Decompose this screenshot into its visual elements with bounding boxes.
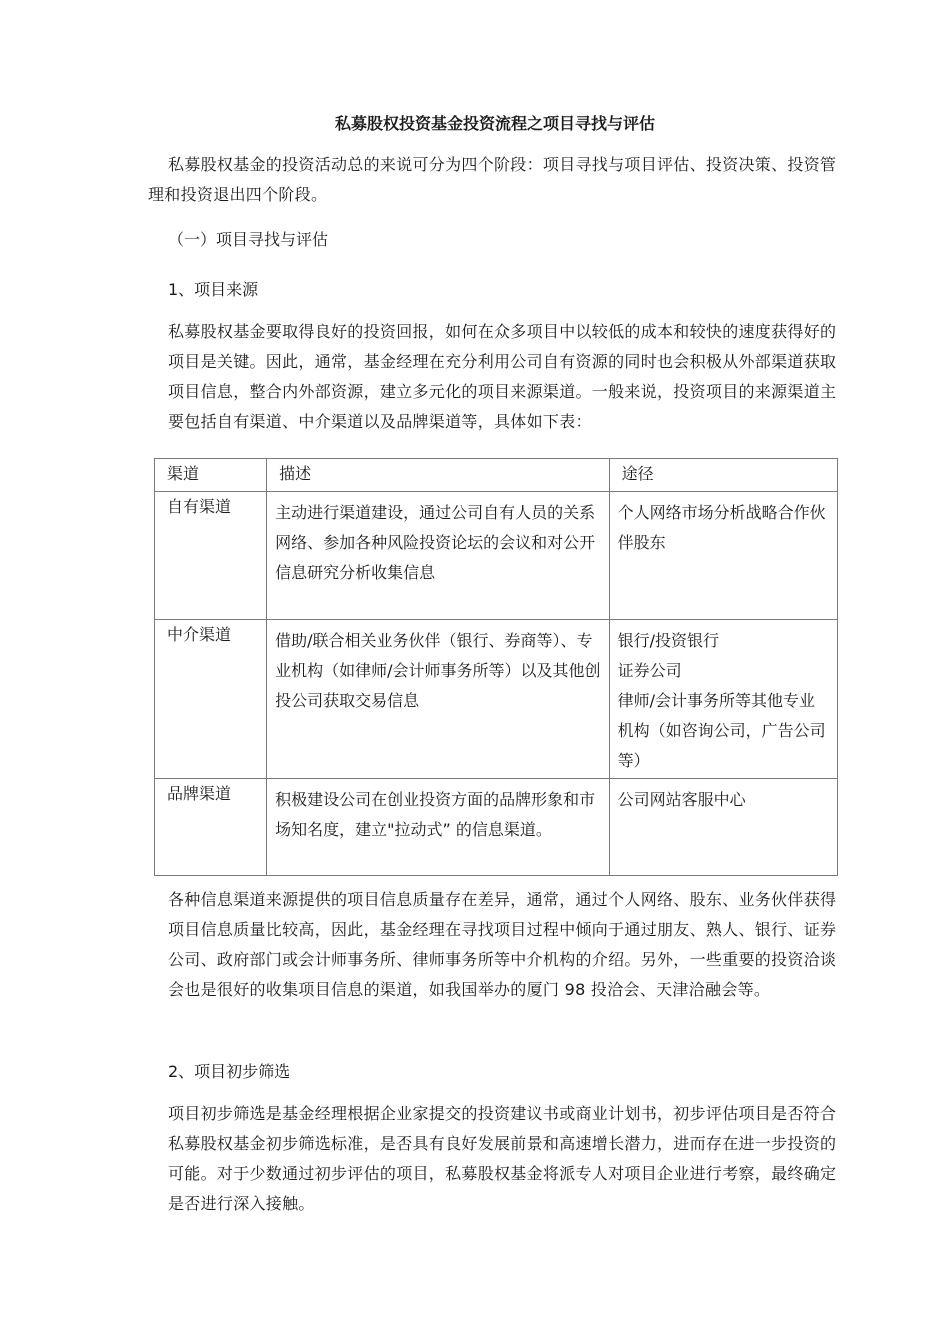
route-item: 证券公司: [617, 661, 682, 680]
channel-description: 主动进行渠道建设，通过公司自有人员的关系网络、参加各种风险投资论坛的会议和对公开信息研究分析收集信息: [267, 492, 610, 620]
table-header-routes: 途径: [609, 459, 837, 492]
table-row: [155, 620, 838, 779]
route-item: 公司网站客服中心: [617, 790, 746, 809]
table-row: [155, 492, 838, 620]
route-item: 个人网络市场分析战略合作伙伴股东: [617, 503, 826, 552]
subsection-2-paragraph: 项目初步筛选是基金经理根据企业家提交的投资建议书或商业计划书，初步评估项目是否符合私募股权基金初步筛选标准，是否具有良好发展前景和高速增长潜力，进而存在进一步投资的可能。对于少数通过初步评估的项目，私募股权基金将派专人对项目企业进行考察，最终确定是否进行深入接触。: [168, 1104, 837, 1213]
intro-paragraph: [148, 150, 844, 210]
channel-description: 借助/联合相关业务伙伴（银行、券商等）、专业机构（如律师/会计师事务所等）以及其他创投公司获取交易信息: [267, 620, 610, 779]
section-heading: （一）项目寻找与评估: [168, 230, 329, 249]
subsection-1-paragraph: 私募股权基金要取得良好的投资回报，如何在众多项目中以较低的成本和较快的速度获得好的项目是关键。因此，通常，基金经理在充分利用公司自有资源的同时也会积极从外部渠道获取项目信息，整合内外部资源，建立多元化的项目来源渠道。一般来说，投资项目的来源渠道主要包括自有渠道、中介渠道以及品牌渠道等，具体如下表：: [168, 322, 837, 431]
subsection-1-heading: 1、项目来源: [168, 280, 259, 299]
table-header-description: 描述: [267, 459, 610, 492]
document-title: 私募股权投资基金投资流程之项目寻找与评估: [334, 114, 655, 133]
table-header-channel: 渠道: [155, 459, 267, 492]
intro-text: 私募股权基金的投资活动总的来说可分为四个阶段：项目寻找与项目评估、投资决策、投资管理和投资退出四个阶段。: [148, 155, 837, 204]
channel-routes: [609, 492, 837, 620]
after-table-paragraph: 各种信息渠道来源提供的项目信息质量存在差异，通常，通过个人网络、股东、业务伙伴获得项目信息质量比较高，因此，基金经理在寻找项目过程中倾向于通过朋友、熟人、银行、证券公司、政府部门或会计师事务所、律师事务所等中介机构的介绍。另外，一些重要的投资洽谈会也是很好的收集项目信息的渠道，如我国举办的厦门 98 投洽会、天津洽融会等。: [168, 890, 837, 999]
channel-name: 中介渠道: [155, 620, 267, 779]
channel-table: [154, 458, 838, 876]
route-item: 律师/会计事务所等其他专业机构（如咨询公司，广告公司等）: [617, 691, 826, 770]
subsection-2-heading: 2、项目初步筛选: [168, 1062, 291, 1081]
channel-name: 自有渠道: [155, 492, 267, 620]
table-header-row: [155, 459, 838, 492]
channel-routes: [609, 779, 837, 876]
channel-routes: [609, 620, 837, 779]
channel-description: 积极建设公司在创业投资方面的品牌形象和市场知名度，建立"拉动式” 的信息渠道。: [267, 779, 610, 876]
route-item: 银行/投资银行: [617, 631, 720, 650]
table-row: [155, 779, 838, 876]
channel-name: 品牌渠道: [155, 779, 267, 876]
